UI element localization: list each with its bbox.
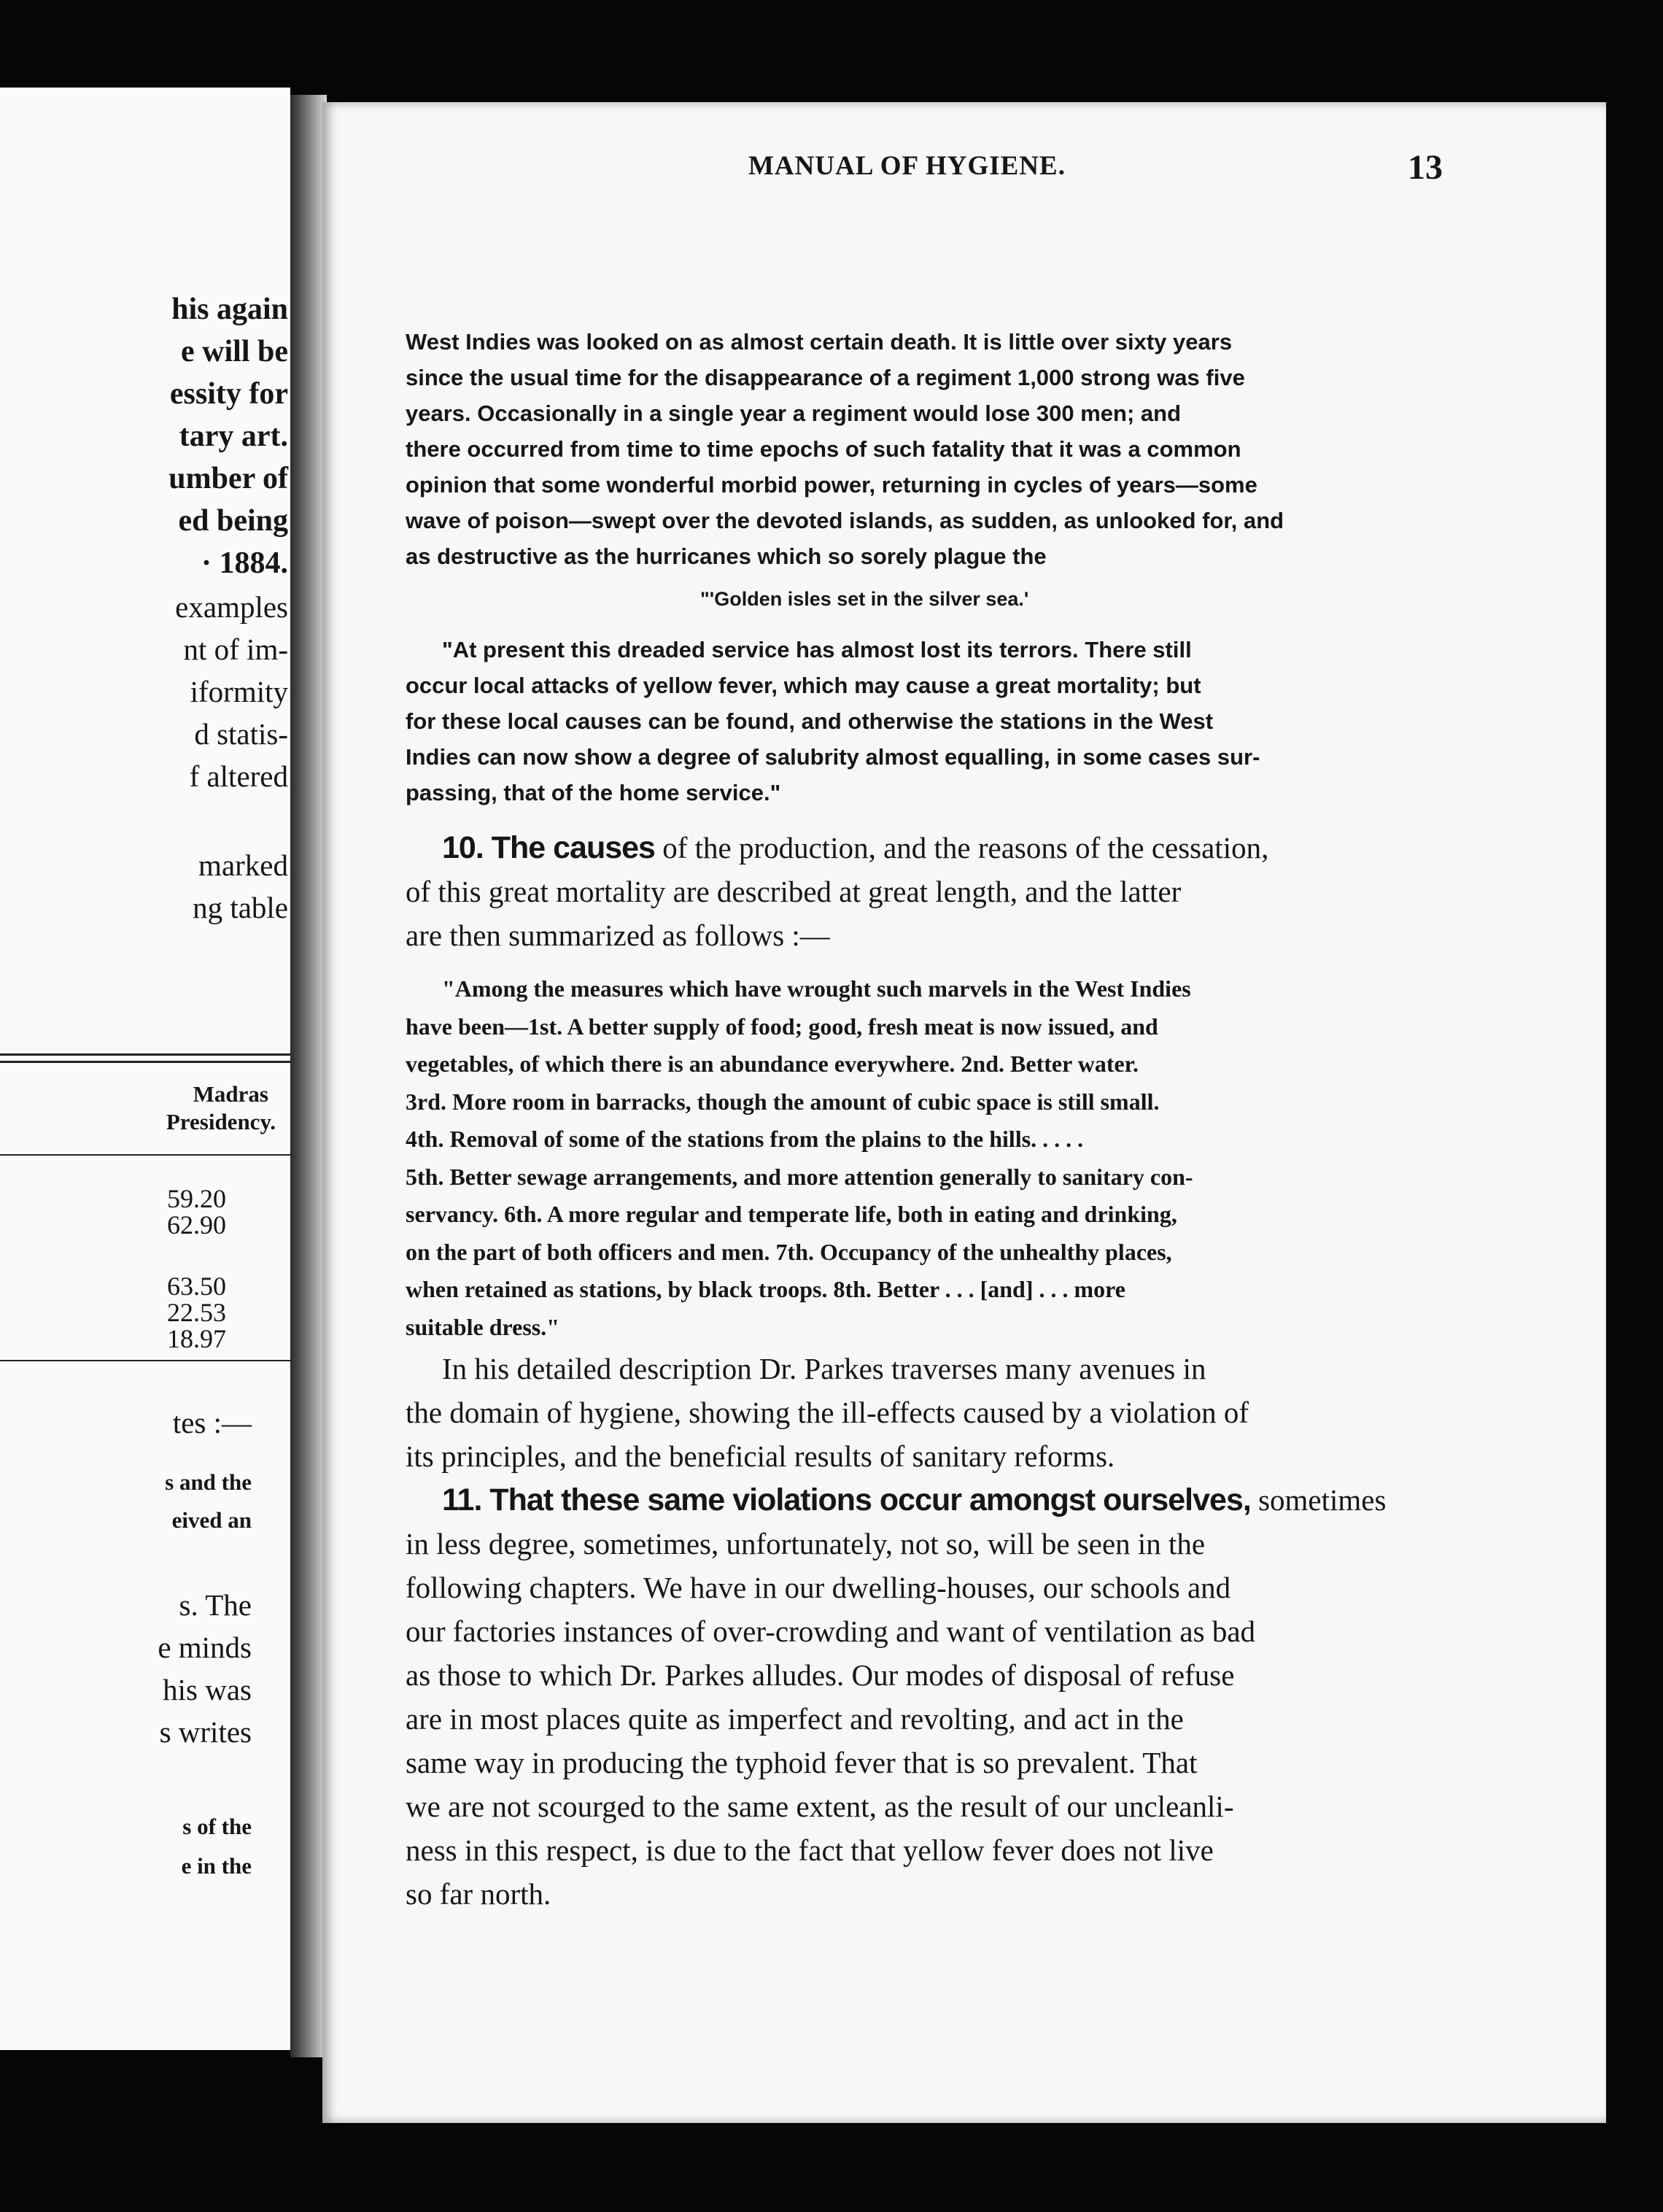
left-text-line: iformity bbox=[190, 675, 288, 708]
left-text-line: his was bbox=[163, 1673, 252, 1706]
previous-page-fragment bbox=[0, 88, 290, 2050]
section-11-heading: 11. That these same violations occur amongst ourselves, bbox=[442, 1482, 1251, 1517]
left-text-line: s and the bbox=[165, 1469, 252, 1495]
paragraph-quote-west-indies: West Indies was looked on as almost certain death. It is little over sixty years since the usual time for the disappearance of a regiment 1,000 strong was five years. Occasionally in a single year a regiment would lose 300 men; and there occurred from time to time epochs of such fatality that it was a common opinion that some wonderful morbid power, returning in cycles of years—some wave of poison—swept over the devoted islands, as sudden, as unlooked for, and as destructive as the hurricanes which so sorely plague the bbox=[406, 329, 1284, 569]
left-text-line: nt of im- bbox=[183, 633, 288, 666]
verse-quote: "'Golden isles set in the silver sea.' bbox=[700, 588, 1029, 610]
page-number: 13 bbox=[1408, 148, 1443, 187]
section-10 bbox=[406, 826, 1441, 957]
left-text-line: marked bbox=[198, 848, 288, 882]
paragraph-text: "At present this dreaded service has almost lost its terrors. There still occur local attacks of yellow fever, which may cause a great mortality; but for these local causes can be found, and otherwise the stations in the West Indies can now show a degree of salubrity almost equalling, in some cases sur- passing, that of the home service." bbox=[406, 637, 1260, 805]
section-11-text: sometimes bbox=[1250, 1483, 1387, 1517]
table-cell: 62.90 bbox=[167, 1210, 226, 1240]
table-header-rule bbox=[0, 1154, 290, 1156]
table-cell: 59.20 bbox=[167, 1184, 226, 1213]
left-text-line: f altered bbox=[189, 759, 288, 793]
left-text-line: tes :— bbox=[172, 1406, 252, 1439]
left-text-line: ed being bbox=[178, 504, 288, 538]
table-cell: 18.97 bbox=[167, 1324, 226, 1353]
left-text-line: e will be bbox=[181, 335, 288, 368]
paragraph-parkes-text: In his detailed description Dr. Parkes traverses many avenues in the domain of hygiene, showing the ill-effects caused by a violation of its principles, and the beneficial results of sanitary reforms. bbox=[406, 1352, 1249, 1473]
section-10-text-rest: of this great mortality are described at great length, and the latter are then summarized as follows :— bbox=[406, 875, 1182, 952]
book-gutter bbox=[290, 95, 327, 2057]
paragraph-quote-present bbox=[406, 632, 1441, 811]
left-text-line: tary art. bbox=[179, 419, 288, 453]
quote-measures-text: "Among the measures which have wrought such marvels in the West Indies have been—1st. A better supply of food; good, fresh meat is now issued, and vegetables, of which there is an abundance everywhere. 2nd. Better water. 3rd. More room in barracks, though the amount of cubic space is still small. 4th. Removal of some of the stations from the plains to the hills. . . . . 5th. Better sewage arrangements, and more attention generally to sanitary con- servancy. 6th. A more regular and temperate life, both in eating and drinking, on the part of both officers and men. 7th. Occupancy of the unhealthy places, when retained as stations, by black troops. 8th. Better . . . [and] . . . more suitable dress." bbox=[406, 975, 1193, 1340]
table-top-rule bbox=[0, 1053, 290, 1056]
paragraph-parkes bbox=[406, 1347, 1441, 1478]
table-top-rule bbox=[0, 1061, 290, 1063]
left-text-line: eived an bbox=[171, 1507, 252, 1533]
left-text-line: s of the bbox=[182, 1814, 252, 1839]
left-text-line: his again bbox=[171, 293, 288, 326]
left-text-line: s writes bbox=[159, 1715, 252, 1749]
left-text-line: d statis- bbox=[194, 717, 288, 751]
section-11 bbox=[406, 1478, 1441, 1916]
left-text-line: umber of bbox=[168, 462, 288, 495]
left-text-line: essity for bbox=[169, 377, 288, 411]
left-text-line: · 1884. bbox=[201, 546, 288, 580]
left-text-line: s. The bbox=[179, 1588, 252, 1622]
page-header bbox=[414, 147, 1443, 191]
table-cell: 63.50 bbox=[167, 1272, 226, 1301]
left-text-line: e minds bbox=[158, 1631, 252, 1664]
table-header-line: Presidency. bbox=[166, 1109, 276, 1134]
running-title: MANUAL OF HYGIENE. bbox=[748, 151, 1066, 181]
table-cell: 22.53 bbox=[167, 1298, 226, 1327]
table-bottom-rule bbox=[0, 1360, 290, 1361]
left-text-line: ng table bbox=[193, 891, 288, 924]
section-10-heading: 10. The causes bbox=[442, 830, 655, 865]
table-header-line: Madras bbox=[193, 1081, 268, 1107]
left-text-line: examples bbox=[175, 590, 288, 624]
section-10-text: of the production, and the reasons of the cessation, bbox=[654, 831, 1269, 865]
section-11-text-rest: in less degree, sometimes, unfortunately, not so, will be seen in the following chapters. We have in our dwelling-houses, our schools and our factories instances of over-crowding and want of ventilation as bad as those to which Dr. Parkes alludes. Our modes of disposal of refuse are in most places quite as imperfect and revolting, and act in the same way in producing the typhoid fever that is so prevalent. That we are not scourged to the same extent, as the result of our uncleanli- ness in this respect, is due to the fact that yellow fever does not live so far north. bbox=[406, 1527, 1256, 1911]
left-text-line: e in the bbox=[181, 1853, 252, 1879]
quote-measures bbox=[406, 970, 1441, 1346]
